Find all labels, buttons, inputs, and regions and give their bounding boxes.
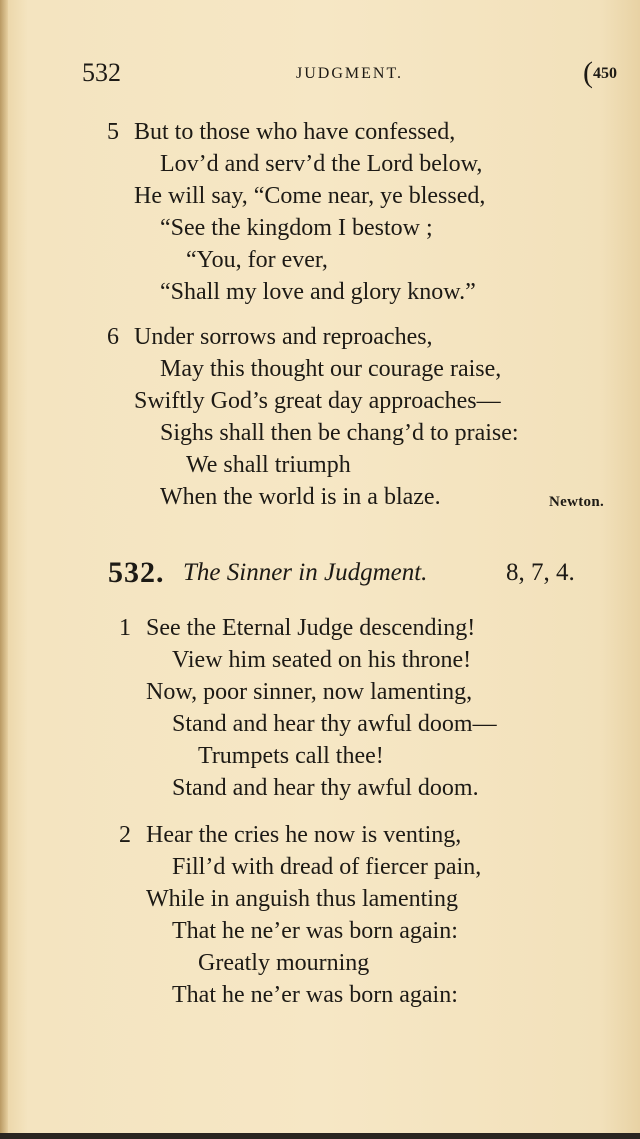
verse-line: Lov’d and serv’d the Lord below, [160, 151, 483, 177]
verse-line: Sighs shall then be chang’d to praise: [160, 420, 519, 446]
page-number: 532 [82, 58, 121, 87]
verse-line: Greatly mourning [198, 950, 370, 976]
verse-line: Trumpets call thee! [198, 743, 384, 769]
running-title: JUDGMENT. [296, 65, 404, 82]
verse-line: That he ne’er was born again: [172, 982, 458, 1008]
verse-line: That he ne’er was born again: [172, 918, 458, 944]
verse-line: Under sorrows and reproaches, [134, 324, 433, 350]
verse-line: When the world is in a blaze. [160, 484, 441, 510]
verse-line: “You, for ever, [186, 247, 328, 273]
verse-line: He will say, “Come near, ye blessed, [134, 183, 486, 209]
verse-line: But to those who have confessed, [134, 119, 456, 145]
page-bottom-edge [0, 1133, 640, 1139]
verse-line: Fill’d with dread of fiercer pain, [172, 854, 482, 880]
verse-line: Stand and hear thy awful doom— [172, 711, 497, 737]
verse-line: “Shall my love and glory know.” [160, 279, 476, 305]
verse-line: Hear the cries he now is venting, [146, 822, 462, 848]
hymn-meter: 8, 7, 4. [506, 559, 575, 586]
verse-number: 5 [107, 119, 119, 145]
verse-line: Swiftly God’s great day approaches— [134, 388, 501, 414]
verse-line: View him seated on his throne! [172, 647, 472, 673]
hymn-heading [0, 556, 640, 592]
verse-line: See the Eternal Judge descending! [146, 615, 476, 641]
verse-number: 2 [119, 822, 131, 848]
verse-line: Now, poor sinner, now lamenting, [146, 679, 473, 705]
hymn-reference-paren: ( [583, 56, 593, 89]
hymn-number: 532. [108, 556, 165, 589]
verse-line: Stand and hear thy awful doom. [172, 775, 479, 801]
verse-line: While in anguish thus lamenting [146, 886, 458, 912]
verse-line: “See the kingdom I bestow ; [160, 215, 433, 241]
page-header [0, 58, 640, 94]
hymn-reference [583, 56, 617, 94]
hymn-reference-number: 450 [593, 65, 617, 82]
hymn-title: The Sinner in Judgment. [183, 559, 428, 586]
verse-number: 6 [107, 324, 119, 350]
verse-number: 1 [119, 615, 131, 641]
author-attribution: Newton. [549, 494, 605, 510]
verse-line: We shall triumph [186, 452, 351, 478]
verse-line: May this thought our courage raise, [160, 356, 502, 382]
